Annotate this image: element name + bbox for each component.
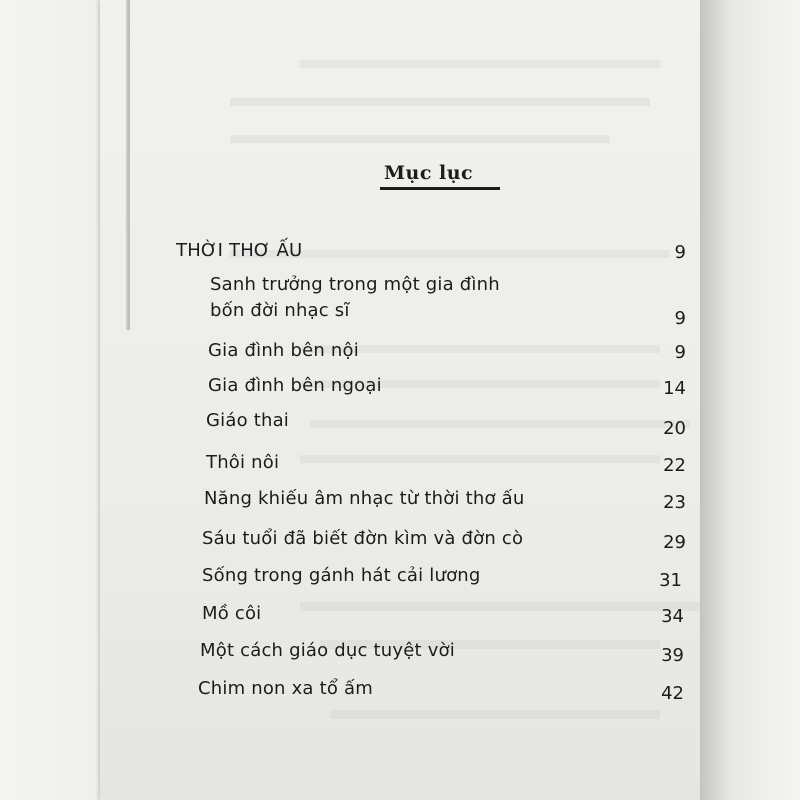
toc-entry-page: 42 bbox=[661, 683, 684, 704]
toc-entry: Giáo thai bbox=[206, 410, 290, 431]
toc-entry-page: 22 bbox=[663, 455, 686, 476]
toc-entry-page: 29 bbox=[663, 532, 686, 553]
toc-entry-page: 39 bbox=[661, 645, 684, 666]
toc-entry: Một cách giáo dục tuyệt vời bbox=[200, 640, 455, 661]
toc-entry-page: 9 bbox=[674, 342, 686, 363]
toc-entry: Gia đình bên nội bbox=[208, 340, 359, 361]
chapter-page-number: 9 bbox=[674, 242, 686, 263]
toc-entry-page: 9 bbox=[674, 308, 686, 329]
toc-title: Mục lục bbox=[384, 162, 474, 184]
toc-entry-page: 14 bbox=[663, 378, 686, 399]
toc-entry-line1: Sanh trưởng trong một gia đình bbox=[210, 274, 500, 295]
toc-entry: Gia đình bên ngoại bbox=[208, 375, 382, 396]
toc-entry: Năng khiếu âm nhạc từ thời thơ ấu bbox=[204, 488, 525, 509]
toc-entry-page: 20 bbox=[663, 418, 686, 439]
toc-entry: Thôi nôi bbox=[206, 452, 280, 473]
toc-entry: Sáu tuổi đã biết đờn kìm và đờn cò bbox=[202, 528, 524, 549]
chapter-heading: THỜI THƠ ẤU bbox=[176, 240, 303, 261]
toc-entry-page: 34 bbox=[661, 606, 684, 627]
toc-entry: Chim non xa tổ ấm bbox=[198, 678, 373, 699]
toc-entry-line2: bốn đời nhạc sĩ bbox=[210, 300, 350, 321]
toc-entry: Sống trong gánh hát cải lương bbox=[202, 565, 481, 586]
toc-entry-page: 23 bbox=[663, 492, 686, 513]
toc-entry-page: 31 bbox=[659, 570, 682, 591]
toc-entry: Mồ côi bbox=[202, 603, 262, 624]
title-underline bbox=[380, 187, 500, 190]
